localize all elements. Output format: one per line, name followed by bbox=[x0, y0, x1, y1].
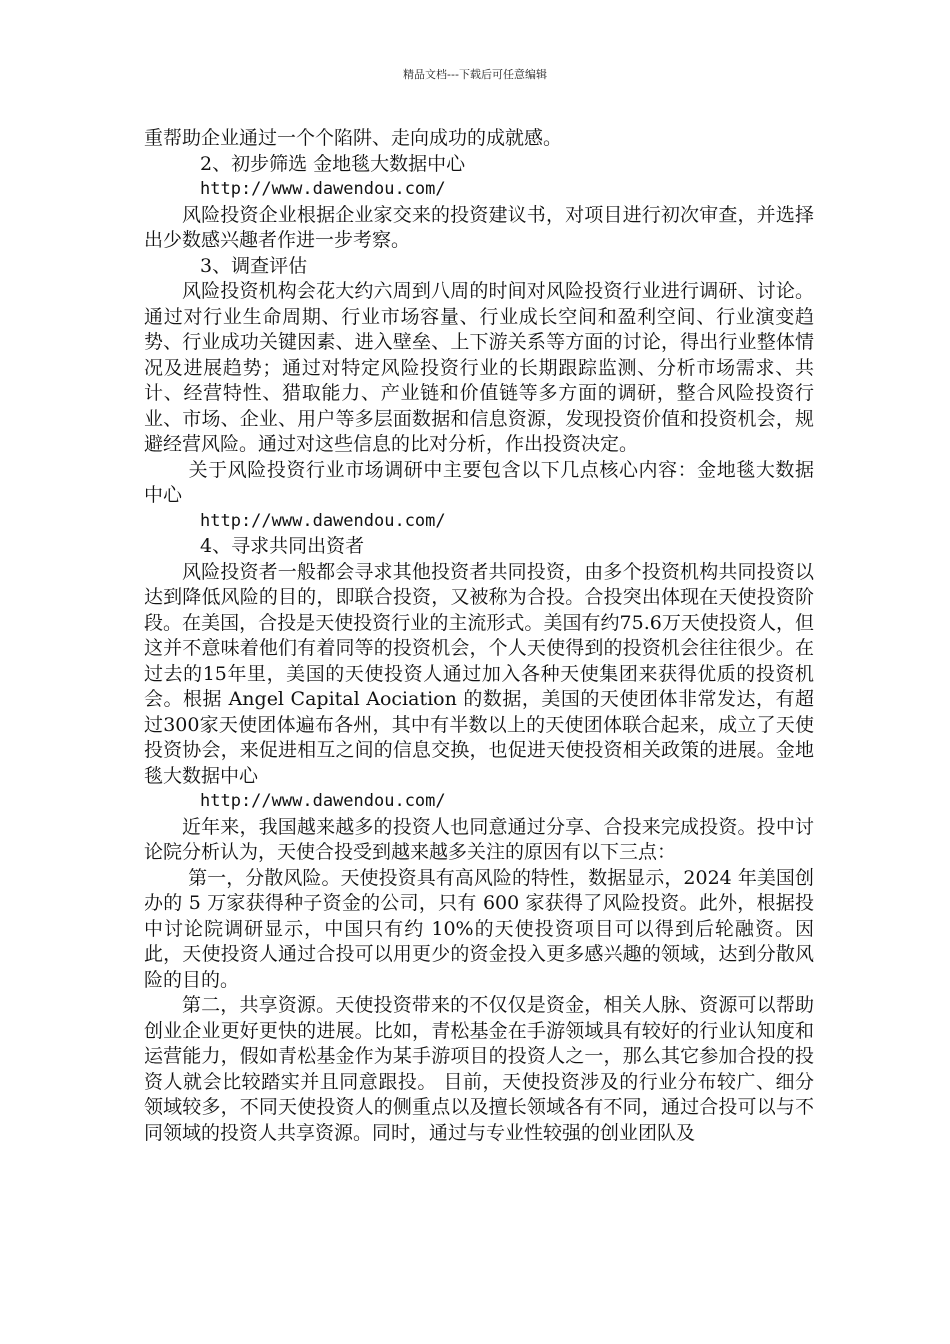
paragraph: 风险投资者一般都会寻求其他投资者共同投资，由多个投资机构共同投资以达到降低风险的目的，即联合投资，又被称为合投。合投突出体现在天使投资阶段。在美国，合投是天使投资行业的主流形式。美国有约75.6万天使投资人，但这并不意味着他们有着同等的投资机会，个人天使得到的投资机会往往很少。在过去的15年里，美国的天使投资人通过加入各种天使集团来获得优质的投资机会。根据 Angel Capital Aociation 的数据，美国的天使团体非常发达，有超过300家天使团体遍布各州，其中有半数以上的天使团体联合起来，成立了天使投资协会，来促进相互之间的信息交换，也促进天使投资相关政策的进展。金地毯大数据中心 bbox=[144, 560, 814, 787]
paragraph: 风险投资企业根据企业家交来的投资建议书，对项目进行初次审查，并选择出少数感兴趣者作进一步考察。 bbox=[144, 203, 814, 251]
section-heading: 2、初步筛选 金地毯大数据中心 bbox=[200, 152, 466, 175]
paragraph: 重帮助企业通过一个个陷阱、走向成功的成就感。 bbox=[144, 127, 563, 149]
paragraph: 关于风险投资行业市场调研中主要包含以下几点核心内容：金地毯大数据中心 bbox=[144, 458, 814, 506]
page-header: 精品文档---下载后可任意编辑 bbox=[403, 68, 547, 81]
paragraph: 风险投资机构会花大约六周到八周的时间对风险投资行业进行调研、讨论。通过对行业生命周期、行业市场容量、行业成长空间和盈利空间、行业演变趋势、行业成功关键因素、进入壁垒、上下游关系等方面的讨论，得出行业整体情况及进展趋势；通过对特定风险投资行业的长期跟踪监测、分析市场需求、共计、经营特性、猎取能力、产业链和价值链等多方面的调研，整合风险投资行业、市场、企业、用户等多层面数据和信息资源，发现投资价值和投资机会，规避经营风险。通过对这些信息的比对分析，作出投资决定。 bbox=[144, 280, 814, 455]
paragraph: 第一，分散风险。天使投资具有高风险的特性，数据显示，2024 年美国创办的 5 万家获得种子资金的公司，只有 600 家获得了风险投资。此外，根据投中讨论院调研显示，中国只有约 10%的天使投资项目可以得到后轮融资。因此，天使投资人通过合投可以用更少的资金投入更多感兴趣的领域，达到分散风险的目的。 bbox=[144, 866, 814, 991]
url-link[interactable]: http://www.dawendou.com/ bbox=[200, 791, 446, 811]
section-heading: 4、寻求共同出资者 bbox=[200, 535, 365, 557]
paragraph: 近年来，我国越来越多的投资人也同意通过分享、合投来完成投资。投中讨论院分析认为，天使合投受到越来越多关注的原因有以下三点： bbox=[144, 815, 814, 863]
paragraph: 第二，共享资源。天使投资带来的不仅仅是资金，相关人脉、资源可以帮助创业企业更好更快的进展。比如，青松基金在手游领域具有较好的行业认知度和运营能力，假如青松基金作为某手游项目的投资人之一，那么其它参加合投的投资人就会比较踏实并且同意跟投。 目前，天使投资涉及的行业分布较广、细分领域较多，不同天使投资人的侧重点以及擅长领域各有不同，通过合投可以与不同领域的投资人共享资源。同时，通过与专业性较强的创业团队及 bbox=[144, 994, 814, 1144]
url-link[interactable]: http://www.dawendou.com/ bbox=[200, 179, 446, 199]
section-heading: 3、调查评估 bbox=[200, 254, 308, 277]
url-link[interactable]: http://www.dawendou.com/ bbox=[200, 510, 446, 531]
document-body bbox=[144, 126, 814, 1146]
